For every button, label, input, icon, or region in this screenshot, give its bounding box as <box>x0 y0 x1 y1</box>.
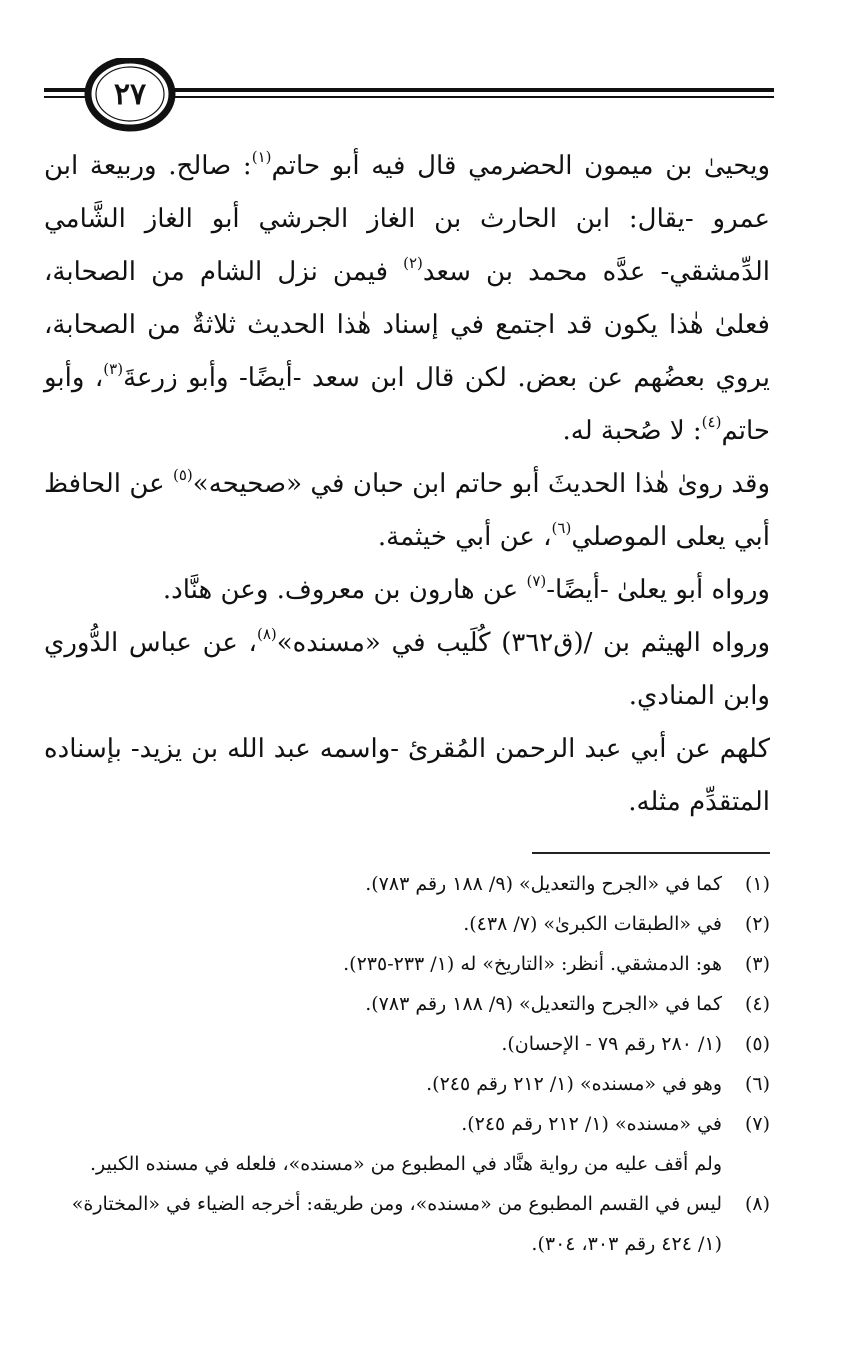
body-paragraph <box>44 617 770 723</box>
footnote-marker: (٣) <box>103 360 124 378</box>
footnote-text: وهو في «مسنده» (١/ ٢١٢ رقم ٢٤٥). <box>426 1073 722 1095</box>
footnote-marker: (٤) <box>701 413 722 431</box>
footnote-number: (٤) <box>744 993 770 1015</box>
body-paragraph <box>44 458 770 564</box>
body-paragraph <box>44 723 770 829</box>
footnote-item <box>44 944 770 984</box>
body-paragraph <box>44 140 770 458</box>
footnote-marker: (٢) <box>403 254 423 272</box>
text-run: عن هارون بن معروف. وعن هنَّاد. <box>162 575 527 605</box>
text-run: ، وأبو حاتم <box>44 363 770 446</box>
footnote-item <box>44 864 770 904</box>
footnote-number: (٨) <box>744 1193 770 1215</box>
footnote-item <box>44 1184 770 1264</box>
footnote-number: (٣) <box>744 953 770 975</box>
body-paragraph <box>44 564 770 617</box>
text-run: عن الحافظ أبي يعلى الموصلي <box>44 469 770 552</box>
footnote-text: هو: الدمشقي. أنظر: «التاريخ» له (١/ ٢٣٣-٢٣٥). <box>343 953 722 975</box>
footnote-marker: (٥) <box>173 466 193 484</box>
footnote-marker: (٦) <box>551 519 572 537</box>
footnote-item <box>44 984 770 1024</box>
footnote-item <box>44 1024 770 1064</box>
text-run: ورواه أبو يعلىٰ -أيضًا- <box>546 575 770 605</box>
text-run: : صالح. وربيعة ابن عمرو -يقال: ابن الحارث بن الغاز الجرشي أبو الغاز الشَّامي الدِّمشقي- عدَّه محمد بن سعد <box>44 151 771 287</box>
footnote-number: (٦) <box>744 1073 770 1095</box>
footnote-text: كما في «الجرح والتعديل» (٩/ ١٨٨ رقم ٧٨٣). <box>365 873 722 895</box>
footnote-number: (٧) <box>744 1113 770 1135</box>
page-header <box>44 58 774 132</box>
footnotes <box>44 864 770 1264</box>
footnote-marker: (٧) <box>526 572 547 590</box>
footnote-text: ليس في القسم المطبوع من «مسنده»، ومن طريقه: أخرجه الضياء في «المختارة» (١/ ٤٢٤ رقم ٣٠٣، ٣٠٤). <box>71 1193 722 1255</box>
footnote-marker: (٨) <box>256 625 277 643</box>
footnote-number: (٥) <box>744 1033 770 1055</box>
footnote-separator <box>532 852 770 854</box>
text-run: ، عن عباس الدُّوري وابن المنادي. <box>44 628 770 711</box>
footnote-text: كما في «الجرح والتعديل» (٩/ ١٨٨ رقم ٧٨٣). <box>365 993 722 1015</box>
page-number: ٢٧ <box>113 77 147 112</box>
footnote-continuation: ولم أقف عليه من رواية هنَّاد في المطبوع من «مسنده»، فلعله في مسنده الكبير. <box>90 1153 722 1175</box>
text-run: وقد روىٰ هٰذا الحديثَ أبو حاتم ابن حبان في «صحيحه» <box>192 469 771 499</box>
footnote-text: في «مسنده» (١/ ٢١٢ رقم ٢٤٥). <box>461 1113 722 1135</box>
footnote-marker: (١) <box>251 148 272 166</box>
text-run: ويحيىٰ بن ميمون الحضرمي قال فيه أبو حاتم <box>271 151 770 181</box>
footnote-item <box>44 904 770 944</box>
footnote-text: في «الطبقات الكبرىٰ» (٧/ ٤٣٨). <box>463 913 722 935</box>
text-run: ورواه الهيثم بن /(ق٣٦٢) كُلَيب في «مسنده» <box>276 628 770 658</box>
text-run: : لا صُحبة له. <box>562 416 702 446</box>
main-text <box>44 140 770 829</box>
text-run: كلهم عن أبي عبد الرحمن المُقرئ -واسمه عبد الله بن يزيد- بإسناده المتقدِّم مثله. <box>44 734 770 817</box>
footnote-text: (١/ ٢٨٠ رقم ٧٩ - الإحسان). <box>501 1033 722 1055</box>
text-run: فيمن نزل الشام من الصحابة، فعلىٰ هٰذا يكون قد اجتمع في إسناد هٰذا الحديث ثلاثةٌ من الصحابة، يروي بعضُهم عن بعض. لكن قال ابن سعد -أيضًا- وأبو زرعةَ <box>44 257 770 393</box>
footnote-item <box>44 1104 770 1144</box>
text-run: ، عن أبي خيثمة. <box>377 522 552 552</box>
footnote-item <box>44 1064 770 1104</box>
footnote-number: (١) <box>744 873 770 895</box>
footnote-number: (٢) <box>744 913 770 935</box>
